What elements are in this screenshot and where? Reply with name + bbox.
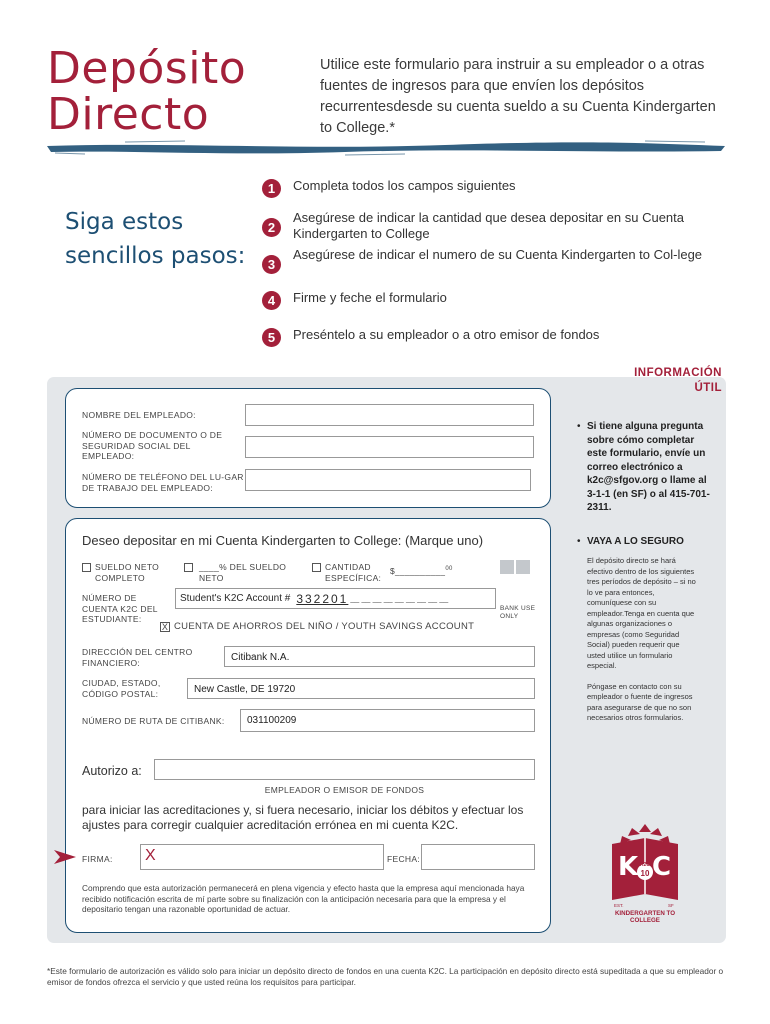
- step-number: 1: [262, 179, 281, 198]
- amount-blank: __________: [395, 565, 446, 576]
- percent-salary-checkbox[interactable]: [184, 563, 193, 572]
- logo-c: C: [652, 852, 672, 882]
- employee-id-value: [246, 437, 533, 443]
- account-prefix: Student's K2C Account #: [180, 593, 291, 604]
- full-salary-label: SUELDO NETO COMPLETO: [95, 562, 160, 583]
- date-input[interactable]: [421, 844, 535, 870]
- savings-account-checkbox[interactable]: X: [161, 622, 169, 633]
- step-text: Preséntelo a su empleador o a otro emisor de fondos: [293, 327, 600, 342]
- steps-heading: [65, 205, 245, 273]
- employee-id-input[interactable]: [245, 436, 534, 458]
- percent-blank[interactable]: ____: [199, 562, 220, 572]
- logo-letters: K2C: [639, 862, 650, 868]
- financial-center-label: DIRECCIÓN DEL CENTRO FINANCIERO:: [82, 647, 193, 668]
- account-number-input[interactable]: [175, 588, 496, 609]
- info-heading-line-1: INFORMACIÓN: [634, 367, 722, 379]
- signature-label: FIRMA:: [82, 854, 113, 864]
- step-4: [262, 290, 722, 310]
- employee-name-label: NOMBRE DEL EMPLEADO:: [82, 410, 196, 420]
- info-bullet-1: • Si tiene alguna pregunta sobre cómo completar este formulario, envíe un correo electrónico a k2c@sfgov.org o llame al 3-1-1 (en SF) o al 415-701-2311.: [577, 420, 725, 515]
- k2c-logo: [604, 822, 686, 922]
- financial-center-input[interactable]: [224, 646, 535, 667]
- financial-center-value: Citibank N.A.: [231, 652, 290, 663]
- logo-est: EST.: [614, 903, 624, 908]
- employee-phone-value: [246, 470, 530, 476]
- step-3: [262, 247, 722, 274]
- info-heading: [592, 366, 722, 396]
- city-state-zip-value: New Castle, DE 19720: [194, 684, 296, 695]
- employee-id-label: NÚMERO DE DOCUMENTO O DE SEGURIDAD SOCIAL DEL EMPLEADO:: [82, 430, 223, 461]
- page-title: [47, 43, 247, 140]
- city-state-zip-label: CIUDAD, ESTADO, CÓDIGO POSTAL:: [82, 678, 161, 699]
- account-number-label: NÚMERO DE CUENTA K2C DEL ESTUDIANTE:: [82, 593, 158, 624]
- info-column: [577, 420, 725, 724]
- routing-number-value: 031100209: [247, 715, 297, 726]
- full-salary-checkbox[interactable]: [82, 563, 91, 572]
- info-bullet-1-text: Si tiene alguna pregunta sobre cómo completar este formulario, envíe un correo electrónico a k2c@sfgov.org o llame al 3-1-1 (en SF) o al 415-701-2311.: [587, 421, 710, 513]
- intro-text: Utilice este formulario para instruir a su empleador o a otras fuentes de ingresos para que envíen los depósitos recurrentesdesde su cuenta sueldo a su Cuenta Kindergarten to College.*: [320, 57, 716, 136]
- step-2: [262, 210, 722, 242]
- brush-stroke-divider: [45, 138, 727, 158]
- amount-cents: 00: [445, 566, 453, 572]
- logo-caption: KINDERGARTEN TO COLLEGE: [614, 910, 676, 924]
- date-label: FECHA:: [387, 854, 420, 864]
- step-text: Asegúrese de indicar el numero de su Cuenta Kindergarten to Col-lege: [293, 247, 703, 262]
- account-number-value: 332201: [296, 591, 349, 606]
- bank-use-box-1: [500, 560, 514, 574]
- arrow-pointer-icon: [54, 850, 76, 864]
- step-number: 5: [262, 328, 281, 347]
- authorization-text: para iniciar las acreditaciones y, si fuera necesario, iniciar los débitos y efectuar los ajustes para corregir cualquier acreditación errónea en mi cuenta K2C.: [82, 803, 524, 832]
- savings-account-option[interactable]: [160, 622, 474, 633]
- deposit-heading: Deseo depositar en mi Cuenta Kindergarten to College: (Marque uno): [82, 533, 484, 548]
- employee-phone-input[interactable]: [245, 469, 531, 491]
- option-full-salary[interactable]: [82, 562, 172, 583]
- logo-year: 10: [640, 869, 650, 878]
- signature-mark: X: [145, 847, 156, 864]
- employee-name-input[interactable]: [245, 404, 534, 426]
- step-1: [262, 178, 722, 198]
- info-bullet-2: • VAYA A LO SEGURO: [577, 535, 684, 547]
- info-bullet-2-text-2: Póngase en contacto con su empleador o fuente de ingresos para asegurarse de que no son necesarios otros formularios.: [587, 681, 693, 722]
- specific-amount-checkbox[interactable]: [312, 563, 321, 572]
- employee-phone-label: NÚMERO DE TELÉFONO DEL LU-GAR DE TRABAJO DEL EMPLEADO:: [82, 472, 244, 493]
- employer-caption: EMPLEADOR O EMISOR DE FONDOS: [264, 785, 425, 795]
- step-number: 3: [262, 255, 281, 274]
- option-percent-salary[interactable]: [184, 562, 304, 583]
- logo-k: K: [618, 852, 639, 882]
- title-line-2: Directo: [47, 89, 210, 140]
- step-5: [262, 327, 722, 347]
- step-text: Asegúrese de indicar la cantidad que desea depositar en su Cuenta Kindergarten to College: [293, 210, 684, 241]
- routing-number-label: NÚMERO DE RUTA DE CITIBANK:: [82, 716, 225, 726]
- amount-prefix: $: [390, 565, 396, 576]
- step-text: Completa todos los campos siguientes: [293, 178, 516, 193]
- steps-heading-line-1: Siga estos: [65, 209, 184, 235]
- step-text: Firme y feche el formulario: [293, 290, 447, 305]
- info-bullet-2-text: El depósito directo se hará efectivo dentro de los siguientes tres períodos de depósito – si no lo ve para entonces, comuníquese con su empleador.Tenga en cuenta que algunas organizaciones o empresas (como Seguridad Social) pueden requerir que usted utilice un formulario especial.: [587, 556, 696, 670]
- steps-heading-line-2: sencillos pasos:: [65, 243, 246, 269]
- amount-field[interactable]: [390, 564, 453, 576]
- footnote: *Este formulario de autorización es válido solo para iniciar un depósito directo de fondos en una cuenta K2C. La participación en depósito directo está supeditada a que su empleador o emisor de fondos ofrezca el servicio y que usted reúna los requisitos para participar.: [47, 966, 724, 987]
- info-bullet-2-title: VAYA A LO SEGURO: [587, 535, 684, 547]
- info-heading-line-2: ÚTIL: [694, 382, 722, 394]
- city-state-zip-input[interactable]: [187, 678, 535, 699]
- employer-input[interactable]: [154, 759, 535, 780]
- option-specific-amount[interactable]: [312, 562, 392, 583]
- step-number: 4: [262, 291, 281, 310]
- bank-use-only-label: BANK USE ONLY: [500, 605, 536, 620]
- percent-salary-label: % DEL SUELDO NETO: [199, 562, 287, 583]
- account-number-blanks: __ __ __ __ __ __ __ __ __: [350, 594, 449, 603]
- title-line-1: Depósito: [47, 43, 247, 94]
- step-number: 2: [262, 218, 281, 237]
- logo-sf: SF: [668, 903, 674, 908]
- bank-use-box-2: [516, 560, 530, 574]
- understanding-text: Comprendo que esta autorización permanecerá en plena vigencia y efecto hasta que la empresa aquí mencionada haya recibido notificación escrita de mí parte sobre su finalización con la anticipación necesaria para que la empresa y el depositario tengan una razonable oportunidad de actuar.: [82, 883, 525, 914]
- routing-number-input[interactable]: [240, 709, 535, 732]
- savings-account-label: CUENTA DE AHORROS DEL NIÑO / YOUTH SAVINGS ACCOUNT: [174, 621, 475, 632]
- signature-input[interactable]: [140, 844, 384, 870]
- authorize-label: Autorizo a:: [82, 764, 142, 778]
- employee-name-value: [246, 405, 533, 411]
- specific-amount-label: CANTIDAD ESPECÍFICA:: [325, 562, 382, 583]
